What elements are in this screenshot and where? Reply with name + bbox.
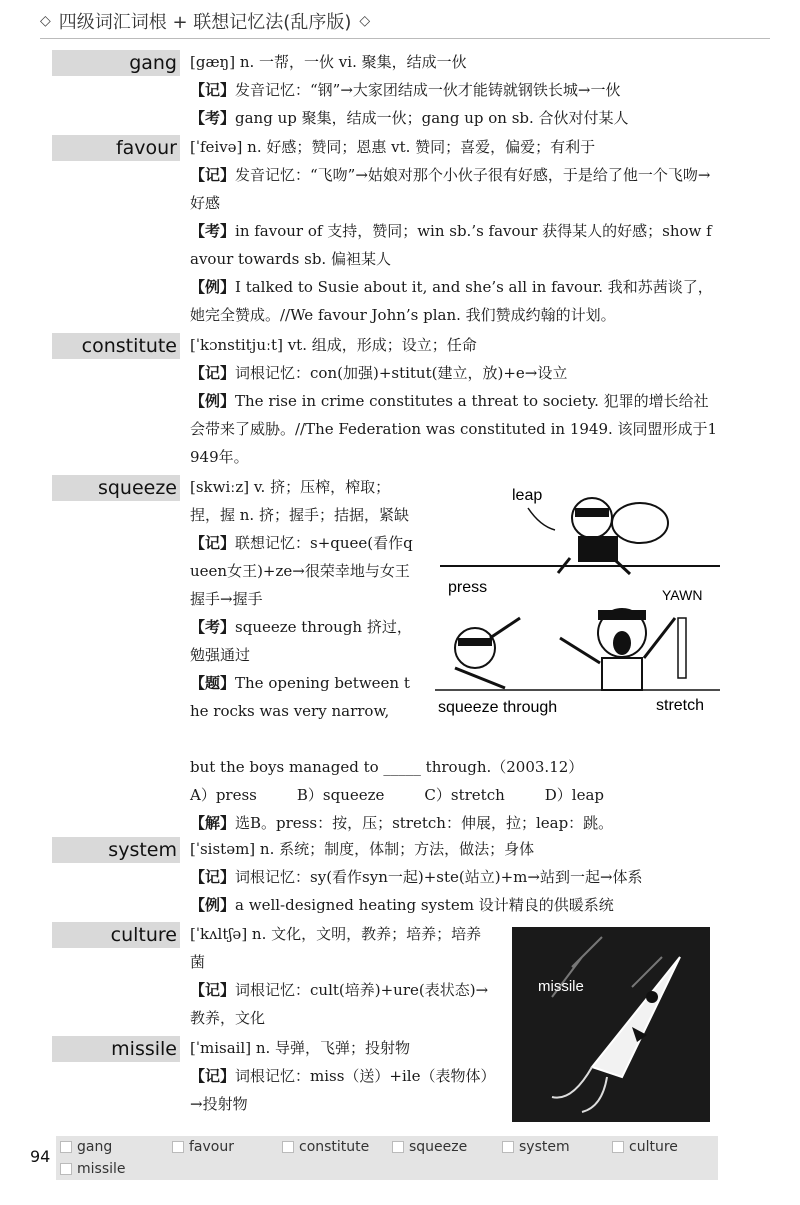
entry-system-body bbox=[190, 835, 720, 919]
memory-tag: 【记】 bbox=[190, 534, 236, 552]
review-item-culture bbox=[612, 1139, 678, 1155]
gang-exam bbox=[190, 104, 720, 132]
exam-tag: 【考】 bbox=[190, 618, 236, 636]
system-example bbox=[190, 891, 720, 919]
entry-missile-body bbox=[190, 1034, 490, 1118]
headword-favour: favour bbox=[52, 135, 180, 161]
example-tag: 【例】 bbox=[190, 896, 236, 914]
squeeze-cartoon bbox=[430, 478, 730, 728]
checkbox-icon bbox=[60, 1141, 72, 1153]
entry-constitute-body bbox=[190, 331, 720, 471]
constitute-definition: [ˈkɔnstitjuːt] vt. 组成，形成；设立；任命 bbox=[190, 336, 477, 354]
example-tag: 【例】 bbox=[190, 392, 236, 410]
favour-definition: [ˈfeivə] n. 好感；赞同；恩惠 vt. 赞同；喜爱，偏爱；有利于 bbox=[190, 138, 596, 156]
memory-tag: 【记】 bbox=[190, 364, 236, 382]
headword-squeeze: squeeze bbox=[52, 475, 180, 501]
favour-exam-text: in favour of 支持，赞同；win sb.’s favour 获得某人的好感；show favour towards sb. 偏袒某人 bbox=[190, 222, 712, 268]
squeeze-memory bbox=[190, 529, 415, 613]
missile-memory bbox=[190, 1062, 490, 1118]
squeeze-exam bbox=[190, 613, 415, 669]
missile-definition: [ˈmisail] n. 导弹，飞弹；投射物 bbox=[190, 1039, 411, 1057]
squeeze-question-line2: but the boys managed to _____ through.（2003.12） bbox=[190, 758, 584, 776]
checkbox-icon bbox=[282, 1141, 294, 1153]
review-item-system bbox=[502, 1139, 570, 1155]
headword-constitute: constitute bbox=[52, 333, 180, 359]
option-d: D）leap bbox=[544, 786, 605, 804]
example-tag: 【例】 bbox=[190, 278, 236, 296]
checkbox-icon bbox=[612, 1141, 624, 1153]
review-item-favour bbox=[172, 1139, 234, 1155]
checkbox-icon bbox=[172, 1141, 184, 1153]
missile-memory-text: 词根记忆：miss（送）+ile（表物体）→投射物 bbox=[190, 1067, 488, 1113]
favour-example bbox=[190, 273, 720, 329]
memory-tag: 【记】 bbox=[190, 166, 236, 184]
constitute-example-text: The rise in crime constitutes a threat to society. 犯罪的增长给社会带来了威胁。//The Federation was constituted in 1949. 该同盟形成于1949年。 bbox=[190, 392, 718, 466]
memory-tag: 【记】 bbox=[190, 981, 236, 999]
favour-memory-text: 发音记忆：“飞吻”→姑娘对那个小伙子很有好感，于是给了他一个飞吻→好感 bbox=[190, 166, 711, 212]
diamond-right-icon: ◇ bbox=[359, 13, 371, 29]
system-definition: [ˈsistəm] n. 系统；制度，体制；方法，做法；身体 bbox=[190, 840, 535, 858]
label-stretch: stretch bbox=[656, 697, 705, 714]
exam-tag: 【考】 bbox=[190, 222, 236, 240]
question-tag: 【题】 bbox=[190, 674, 236, 692]
review-word: favour bbox=[189, 1139, 234, 1155]
squeeze-options bbox=[190, 781, 720, 809]
culture-definition: [ˈkʌltʃə] n. 文化，文明，教养；培养；培养菌 bbox=[190, 925, 482, 971]
diamond-left-icon: ◇ bbox=[40, 13, 51, 29]
label-missile: missile bbox=[538, 978, 584, 995]
headword-gang: gang bbox=[52, 50, 180, 76]
label-squeeze-through: squeeze through bbox=[438, 699, 558, 716]
exam-tag: 【考】 bbox=[190, 109, 236, 127]
missile-cartoon bbox=[512, 927, 710, 1122]
page-header bbox=[40, 8, 370, 34]
gang-exam-text: gang up 聚集，结成一伙；gang up on sb. 合伙对付某人 bbox=[235, 109, 629, 127]
headword-system: system bbox=[52, 837, 180, 863]
squeeze-answer-text: 选B。press：按，压；stretch：伸展，拉；leap：跳。 bbox=[235, 814, 614, 832]
review-item-squeeze bbox=[392, 1139, 467, 1155]
entry-gang-body bbox=[190, 48, 720, 132]
label-leap: leap bbox=[512, 487, 543, 504]
entry-favour-body bbox=[190, 133, 720, 329]
review-word: culture bbox=[629, 1139, 678, 1155]
favour-memory bbox=[190, 161, 720, 217]
culture-memory bbox=[190, 976, 490, 1032]
page-number: 94 bbox=[30, 1147, 51, 1166]
option-b: B）squeeze bbox=[296, 786, 385, 804]
squeeze-definition: [skwiːz] v. 挤；压榨，榨取；捏，握 n. 挤；握手；拮据，紧缺 bbox=[190, 478, 409, 524]
gang-memory bbox=[190, 76, 720, 104]
label-press: press bbox=[448, 579, 488, 596]
constitute-memory-text: 词根记忆：con(加强)+stitut(建立，放)+e→设立 bbox=[235, 364, 568, 382]
squeeze-question bbox=[190, 669, 415, 725]
constitute-memory bbox=[190, 359, 720, 387]
review-word: missile bbox=[77, 1161, 126, 1177]
favour-example-text: I talked to Susie about it, and she’s all in favour. 我和苏茜谈了，她完全赞成。//We favour John’s plan. 我们赞成约翰的计划。 bbox=[190, 278, 713, 324]
squeeze-memory-text: 联想记忆：s+quee(看作queen女王)+ze→很荣幸地与女王握手→握手 bbox=[190, 534, 413, 608]
squeeze-answer bbox=[190, 809, 720, 837]
gang-definition: [gæŋ] n. 一帮，一伙 vi. 聚集，结成一伙 bbox=[190, 53, 467, 71]
favour-exam bbox=[190, 217, 720, 273]
label-yawn: YAWN bbox=[662, 587, 703, 603]
checkbox-icon bbox=[60, 1163, 72, 1175]
answer-tag: 【解】 bbox=[190, 814, 236, 832]
entry-culture-body bbox=[190, 920, 490, 1032]
system-example-text: a well-designed heating system 设计精良的供暖系统 bbox=[235, 896, 614, 914]
headword-culture: culture bbox=[52, 922, 180, 948]
headword-missile: missile bbox=[52, 1036, 180, 1062]
system-memory bbox=[190, 863, 720, 891]
constitute-example bbox=[190, 387, 720, 471]
gang-memory-text: 发音记忆：“钢”→大家团结成一伙才能铸就钢铁长城→一伙 bbox=[235, 81, 621, 99]
review-word: squeeze bbox=[409, 1139, 468, 1155]
culture-memory-text: 词根记忆：cult(培养)+ure(表状态)→教养，文化 bbox=[190, 981, 489, 1027]
review-item-constitute bbox=[282, 1139, 369, 1155]
memory-tag: 【记】 bbox=[190, 1067, 236, 1085]
header-divider bbox=[40, 38, 770, 39]
review-item-gang bbox=[60, 1139, 112, 1155]
system-memory-text: 词根记忆：sy(看作syn一起)+ste(站立)+m→站到一起→体系 bbox=[235, 868, 643, 886]
option-c: C）stretch bbox=[424, 786, 505, 804]
option-a: A）press bbox=[190, 786, 257, 804]
squeeze-question-cont bbox=[190, 753, 720, 837]
squeeze-exam-text: squeeze through 挤过，勉强通过 bbox=[190, 618, 412, 664]
memory-tag: 【记】 bbox=[190, 81, 236, 99]
book-title: 四级词汇词根 + 联想记忆法(乱序版) bbox=[58, 12, 352, 33]
checkbox-icon bbox=[392, 1141, 404, 1153]
review-item-missile bbox=[60, 1161, 126, 1177]
memory-tag: 【记】 bbox=[190, 868, 236, 886]
review-word: system bbox=[519, 1139, 570, 1155]
entry-squeeze-body bbox=[190, 473, 415, 725]
review-word: constitute bbox=[299, 1139, 370, 1155]
review-word: gang bbox=[77, 1139, 113, 1155]
checkbox-icon bbox=[502, 1141, 514, 1153]
squeeze-question-text: The opening between the rocks was very narrow, bbox=[190, 674, 410, 720]
